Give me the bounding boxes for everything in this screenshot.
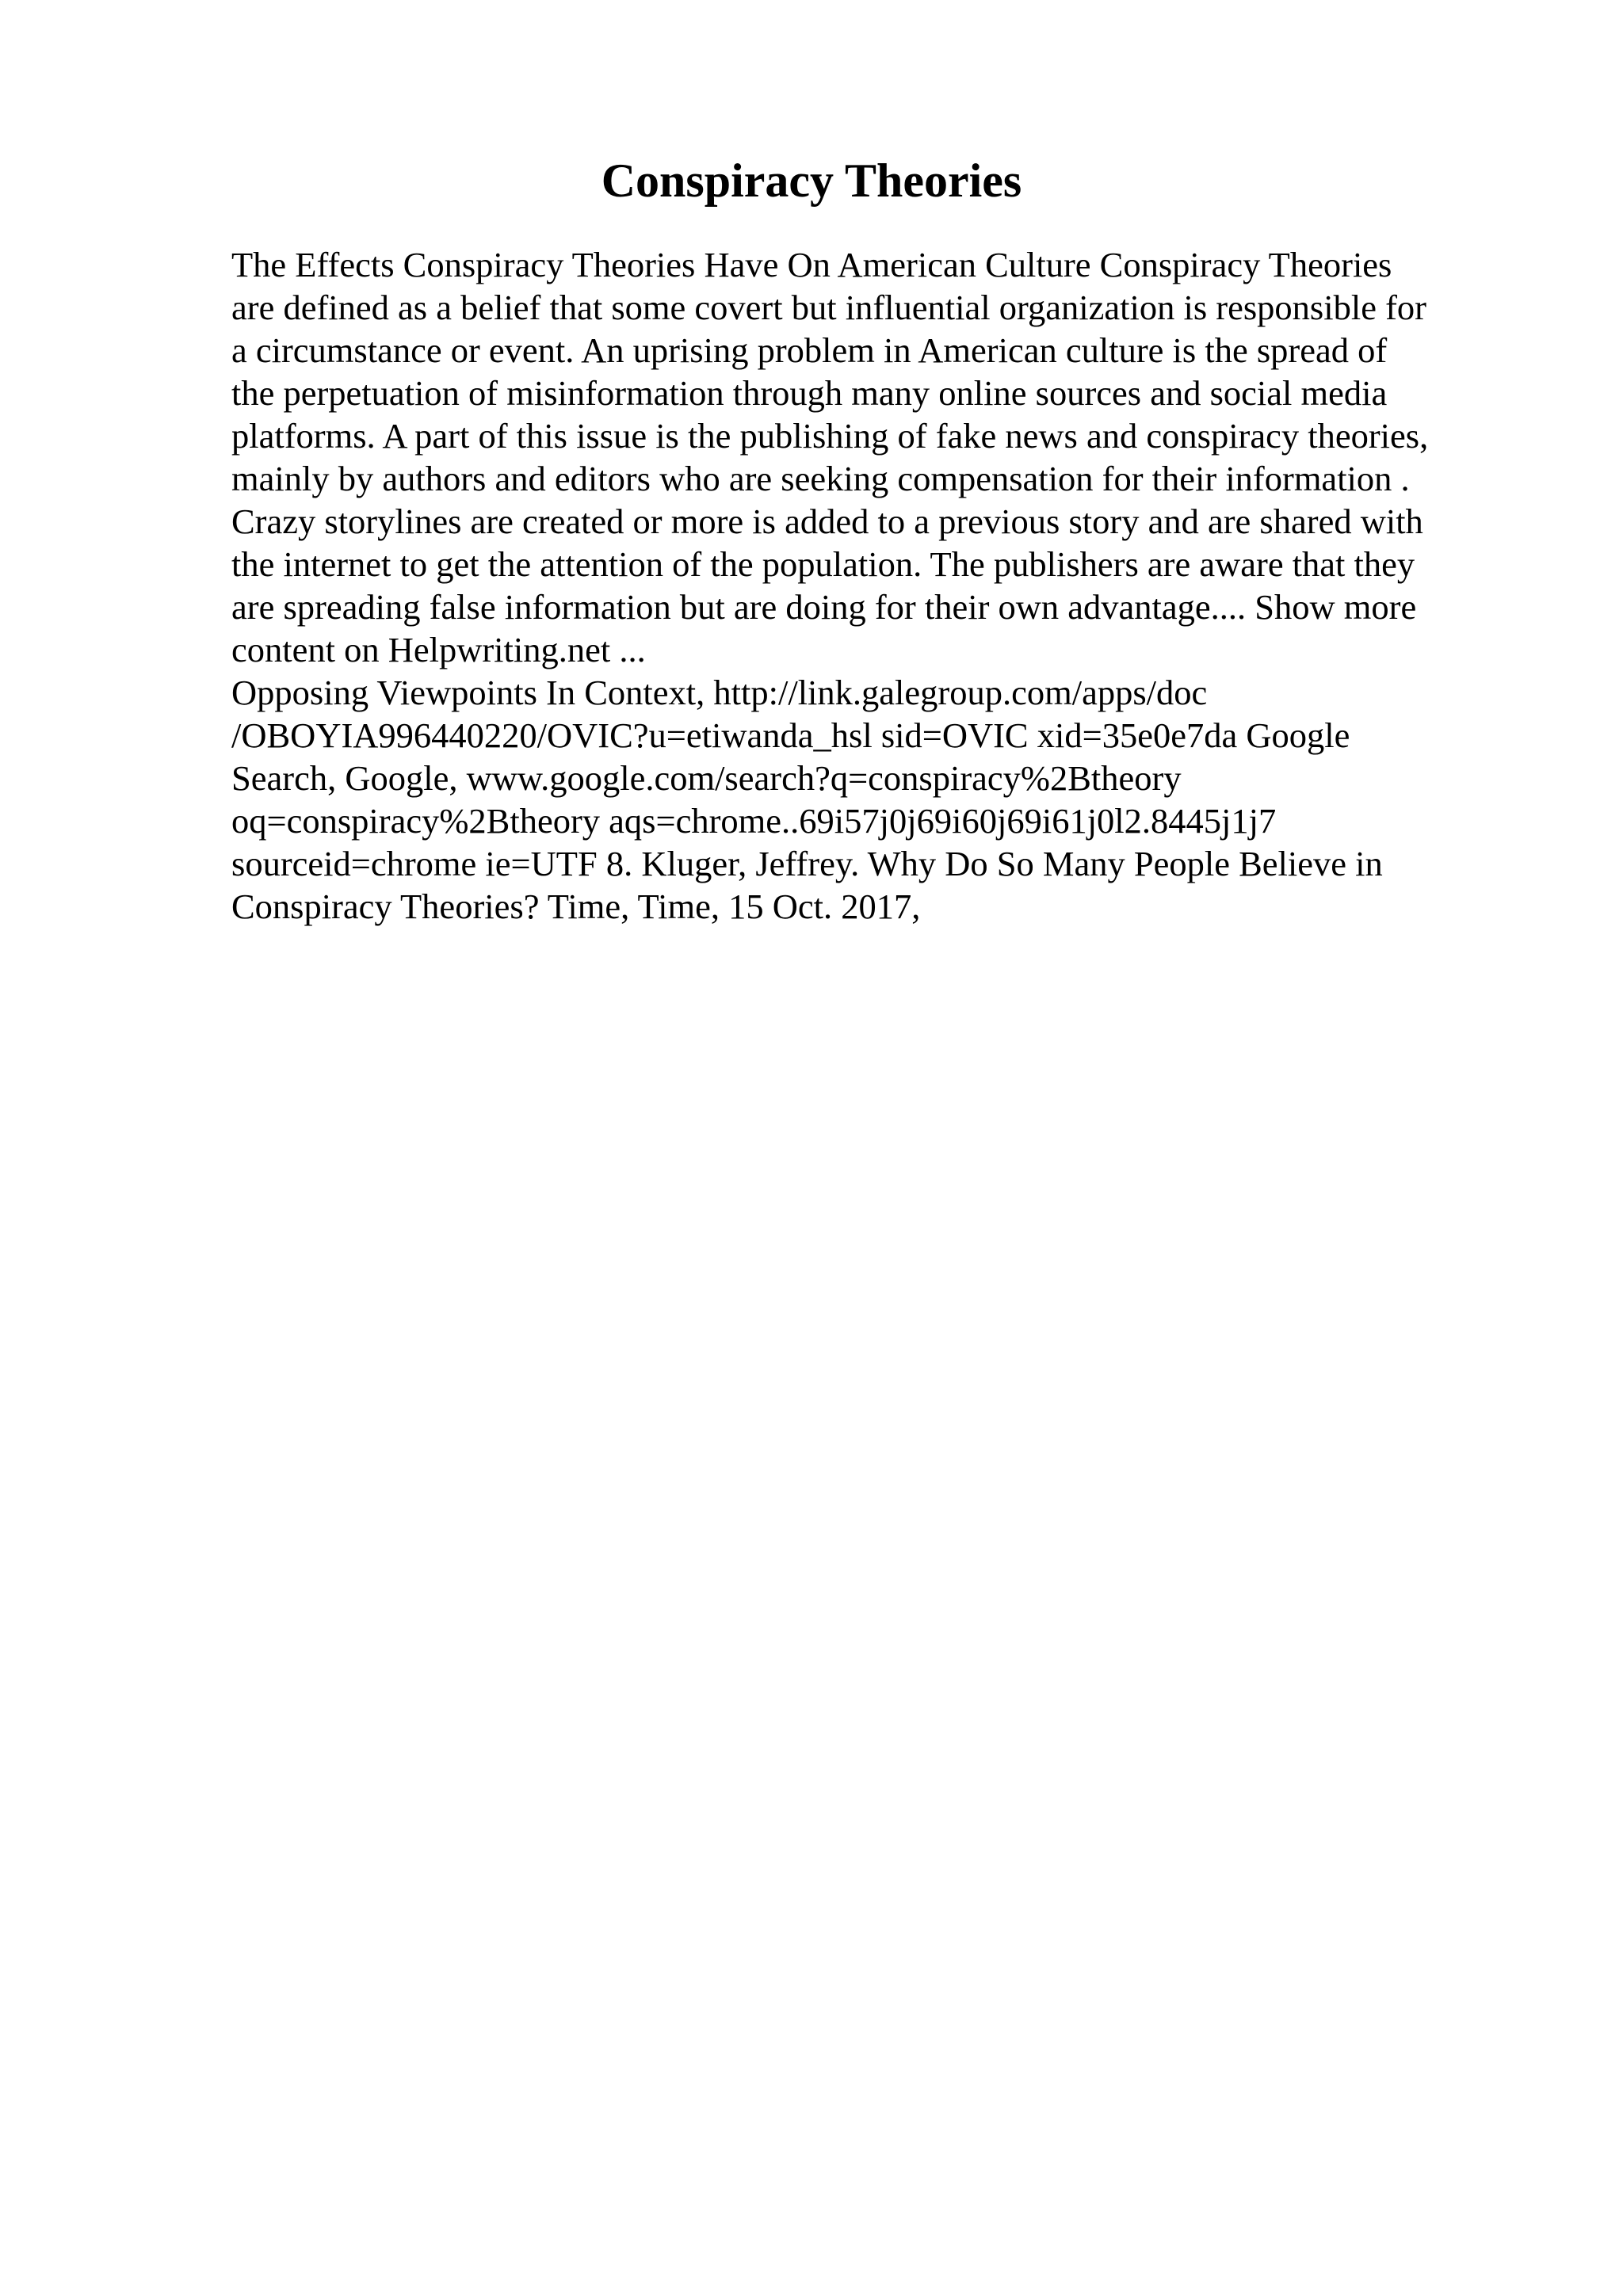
citation-line: Conspiracy Theories? Time, Time, 15 Oct. 2017, xyxy=(231,887,921,926)
body-line: the internet to get the attention of the population. The publishers are aware that they xyxy=(231,544,1415,584)
body-line: are spreading false information but are doing for their own advantage.... Show more xyxy=(231,587,1417,627)
document-title: Conspiracy Theories xyxy=(601,154,1022,207)
citation-line: Search, Google, www.google.com/search?q=conspiracy%2Btheory xyxy=(231,758,1182,798)
body-line: content on Helpwriting.net ... xyxy=(231,630,646,669)
citation-line: sourceid=chrome ie=UTF 8. Kluger, Jeffrey. Why Do So Many People Believe in xyxy=(231,844,1383,883)
citation-line: /OBOYIA996440220/OVIC?u=etiwanda_hsl sid=OVIC xid=35e0e7da Google xyxy=(231,715,1350,755)
body-line: Crazy storylines are created or more is added to a previous story and are shared with xyxy=(231,502,1423,541)
citation-line: oq=conspiracy%2Btheory aqs=chrome..69i57j0j69i60j69i61j0l2.8445j1j7 xyxy=(231,801,1277,841)
body-line: the perpetuation of misinformation through many online sources and social media xyxy=(231,373,1388,413)
body-line: mainly by authors and editors who are seeking compensation for their information . xyxy=(231,459,1410,498)
body-line: a circumstance or event. An uprising problem in American culture is the spread of xyxy=(231,330,1388,370)
document-body xyxy=(231,243,1515,928)
body-line: are defined as a belief that some covert but influential organization is responsible for xyxy=(231,288,1426,327)
body-line: platforms. A part of this issue is the publishing of fake news and conspiracy theories, xyxy=(231,416,1429,456)
body-line: The Effects Conspiracy Theories Have On American Culture Conspiracy Theories xyxy=(231,245,1392,284)
citation-line: Opposing Viewpoints In Context, http://link.galegroup.com/apps/doc xyxy=(231,673,1208,712)
